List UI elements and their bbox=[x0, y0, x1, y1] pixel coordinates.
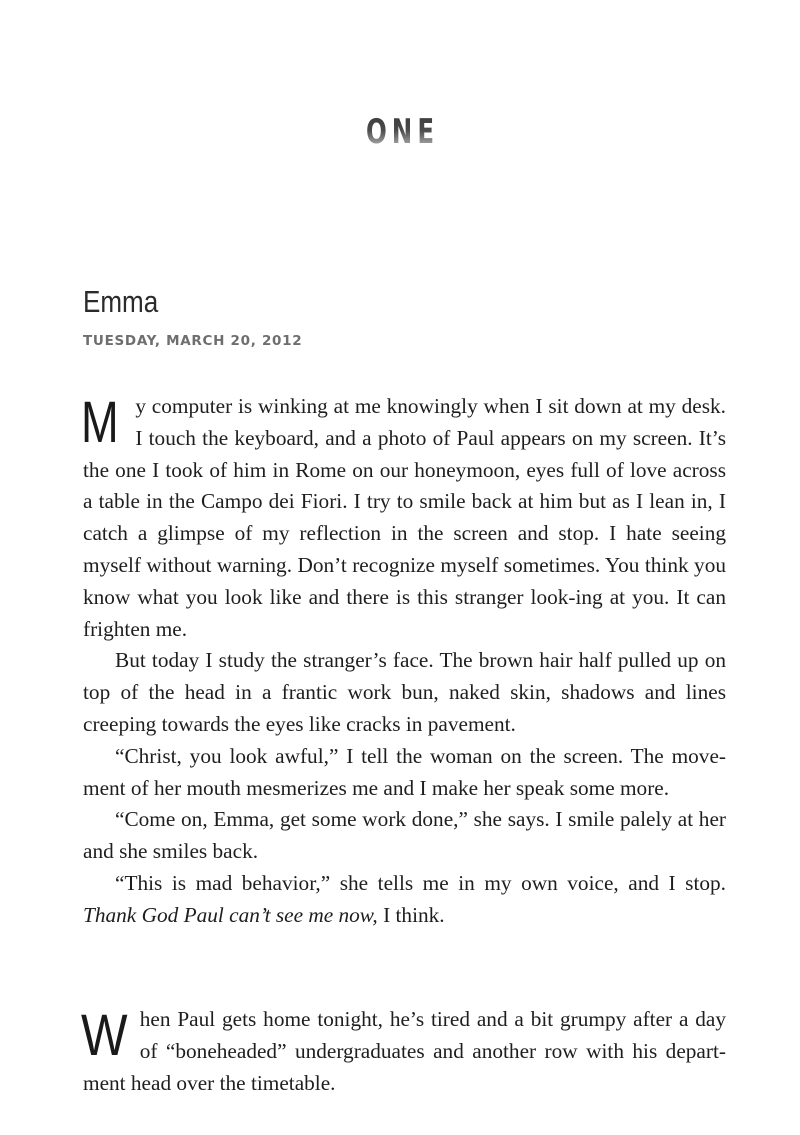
body-section-2 bbox=[83, 1004, 726, 1099]
paragraph-3: “Christ, you look awful,” I tell the woman on the screen. The move-ment of her mouth mesmerizes me and I make her speak some more. bbox=[83, 743, 726, 800]
paragraph-1 bbox=[83, 391, 726, 645]
section-date: TUESDAY, MARCH 20, 2012 bbox=[83, 333, 303, 349]
paragraph-1-text: y computer is winking at me knowingly when I sit down at my desk. I touch the keyboard, and a photo of Paul appears on my screen. It’s the one I took of him in Rome on our honeymoon, eyes full of love across a table in the Campo dei Fiori. I try to smile back at him but as I lean in, I catch a glimpse of my reflection in the screen and stop. I hate seeing myself without warning. Don’t recognize myself sometimes. You think you know what you look like and there is this stranger look-ing at you. It can frighten me. bbox=[83, 394, 726, 641]
body-section-1 bbox=[83, 391, 726, 932]
paragraph-5-text: “This is mad behavior,” she tells me in my own voice, and I stop. bbox=[115, 870, 726, 895]
paragraph-5-tail: I think. bbox=[377, 902, 445, 927]
paragraph-6 bbox=[83, 1004, 726, 1099]
paragraph-5 bbox=[83, 868, 726, 932]
drop-cap: W bbox=[81, 1003, 128, 1068]
drop-cap: M bbox=[81, 390, 119, 455]
chapter-title: ONE bbox=[112, 112, 688, 152]
paragraph-6-text: hen Paul gets home tonight, he’s tired and a bit grumpy after a day of “boneheaded” undergraduates and another row with his depart-ment head over the timetable. bbox=[83, 1007, 726, 1095]
paragraph-4: “Come on, Emma, get some work done,” she says. I smile palely at her and she smiles back. bbox=[83, 807, 726, 864]
pov-character-name: Emma bbox=[83, 284, 159, 319]
paragraph-2: But today I study the stranger’s face. The brown hair half pulled up on top of the head in a frantic work bun, naked skin, shadows and lines creeping towards the eyes like cracks in pavement. bbox=[83, 648, 726, 736]
paragraph-5-italic: Thank God Paul can’t see me now, bbox=[83, 902, 378, 927]
